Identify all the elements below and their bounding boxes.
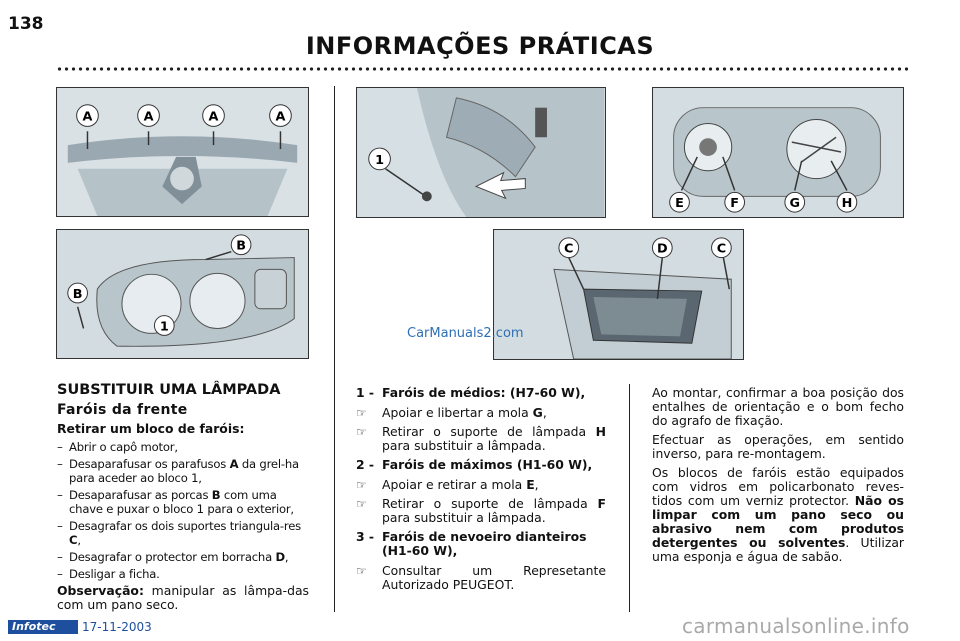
label-e: E [675, 196, 684, 212]
figure-grille-screws [56, 87, 309, 217]
paragraph-reassembly: Efectuar as operações, em sentido inverso, para re-montagem. [652, 432, 904, 461]
fog-lamp-illustration [357, 88, 605, 217]
left-column [57, 383, 309, 612]
bulb-holders-illustration [653, 88, 903, 217]
label-a-3: A [208, 109, 219, 125]
bullet-item: ☞ Consultar um Represetante Autorizado PEUGEOT. [356, 563, 606, 592]
list-item: – Desagrafar os dois suportes triangula-res C, [57, 519, 301, 547]
dotted-divider [56, 66, 908, 72]
watermark-center: CarManuals2.com [407, 326, 524, 341]
section-heading: SUBSTITUIR UMA LÂMPADA [57, 382, 281, 398]
label-c-1: C [564, 241, 574, 257]
label-a-4: A [275, 109, 286, 125]
list-item: – Desaparafusar as porcas B com uma chave e puxar o bloco 1 para o exterior, [57, 488, 294, 516]
figure-fog-lamp [356, 87, 606, 218]
label-1-block: 1 [159, 319, 169, 335]
section-title: 2 - Faróis de máximos (H1-60 W), [356, 457, 593, 472]
bullet-item: ☞ Apoiar e retirar a mola E, [356, 477, 539, 492]
page-number: 138 [8, 14, 44, 34]
section-title: 3 - Faróis de nevoeiro dianteiros (H1-60 W), [356, 529, 587, 558]
footer-date: 17-11-2003 [82, 620, 152, 634]
label-b-2: B [72, 286, 83, 302]
label-c-2: C [716, 241, 727, 257]
page-title: INFORMAÇÕES PRÁTICAS [305, 32, 655, 60]
column-divider-left [334, 86, 335, 612]
bullet-item: ☞ Apoiar e libertar a mola G, [356, 405, 547, 420]
bullet-item: ☞ Retirar o suporte de lâmpada F para substituir a lâmpada. [356, 496, 606, 525]
observation-note: Observação: manipular as lâmpa-das com um pano seco. [57, 583, 309, 612]
label-f: F [730, 196, 740, 212]
list-item: – Desligar a ficha. [57, 567, 160, 581]
paragraph-assembly: Ao montar, confirmar a boa posição dos entalhes de orientação e o bom fecho do agrafo de fixação. [652, 385, 904, 428]
list-item: – Abrir o capô motor, [57, 440, 178, 454]
watermark-corner: carmanualsonline.info [682, 614, 910, 638]
protector-illustration [494, 230, 743, 359]
right-column [652, 386, 904, 569]
label-b-1: B [236, 238, 246, 254]
label-a-2: A [143, 109, 154, 125]
section-3 [356, 530, 606, 592]
headlamp-illustration [57, 230, 308, 358]
procedure-heading: Retirar um bloco de faróis: [57, 421, 245, 436]
section-1 [356, 386, 606, 453]
paragraph-warning: Os blocos de faróis estão equipados com vidros em policarbonato reves-tidos com um verniz protector. Não os limpar com um pano seco ou abrasivo nem com produtos detergentes ou solventes. Utilizar uma esponja e água de sabão. [652, 465, 905, 564]
list-item: – Desaparafusar os parafusos A da grel-ha para aceder ao bloco 1, [57, 457, 299, 485]
middle-column [356, 386, 606, 597]
list-item: – Desagrafar o protector em borracha D, [57, 550, 289, 564]
column-divider-right [629, 384, 630, 612]
figure-headlamp-block [56, 229, 309, 359]
section-2 [356, 458, 606, 525]
procedure-list [57, 440, 309, 581]
label-d: D [657, 241, 668, 257]
section-subheading: Faróis da frente [57, 402, 188, 418]
figure-bulb-holders [652, 87, 904, 218]
grille-illustration [57, 88, 308, 216]
bullet-item: ☞ Retirar o suporte de lâmpada H para substituir a lâmpada. [356, 424, 606, 453]
label-g: G [789, 196, 800, 212]
figure-protector-supports [493, 229, 744, 360]
label-h: H [841, 196, 853, 212]
section-title: 1 - Faróis de médios: (H7-60 W), [356, 385, 586, 400]
infotec-logo: Infotec [8, 620, 78, 634]
label-a-1: A [82, 109, 93, 125]
label-1-fog: 1 [375, 152, 385, 168]
